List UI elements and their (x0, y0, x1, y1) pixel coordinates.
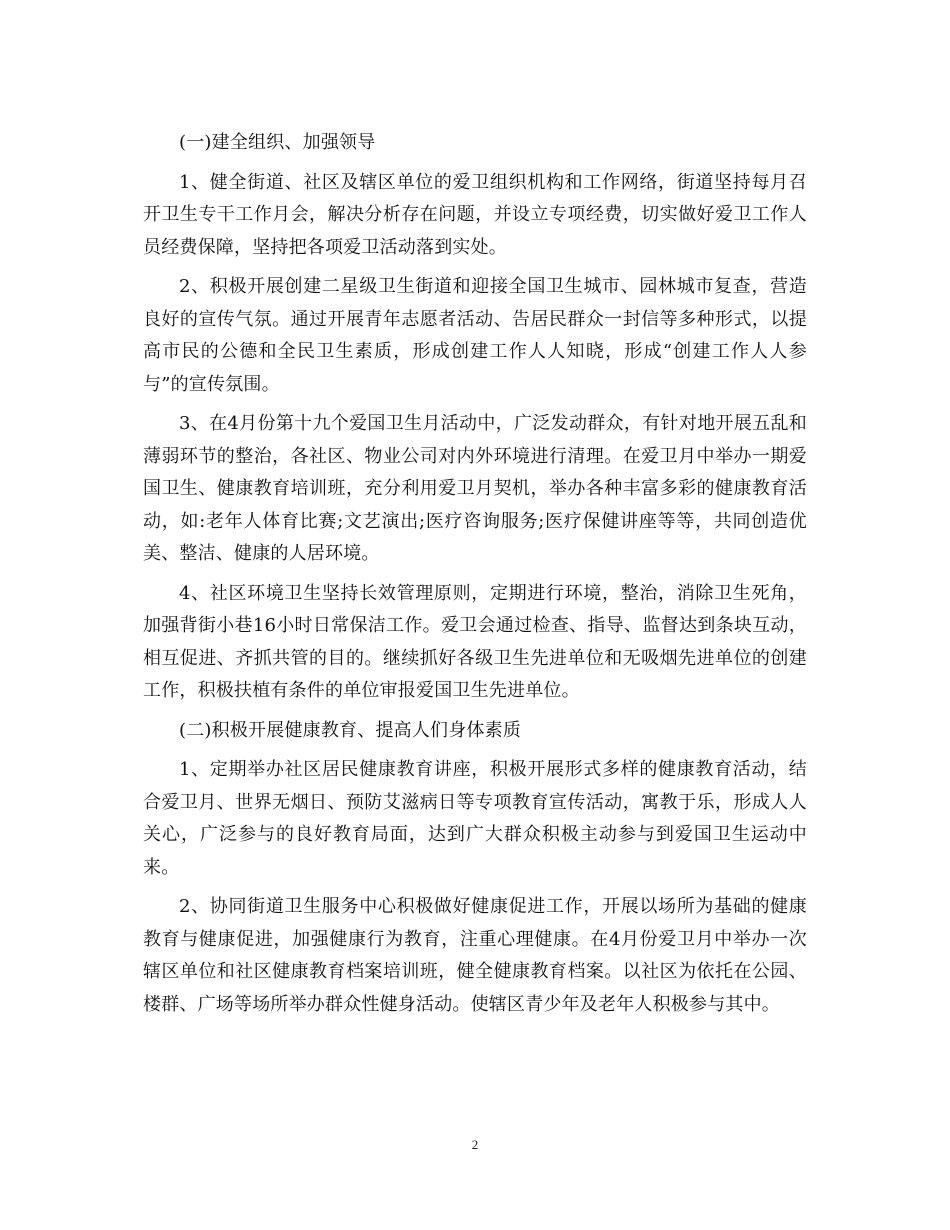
paragraph-2-2: 2、协同街道卫生服务中心积极做好健康促进工作，开展以场所为基础的健康教育与健康促进，加强健康行为教育，注重心理健康。在4月份爱卫月中举办一次辖区单位和社区健康教育档案培训班，健全健康教育档案。以社区为依托在公园、楼群、广场等场所举办群众性健身活动。使辖区青少年及老年人积极参与其中。 (143, 896, 807, 1015)
paragraph-1-3: 3、在4月份第十九个爱国卫生月活动中，广泛发动群众，有针对地开展五乱和薄弱环节的整治，各社区、物业公司对内外环境进行清理。在爱卫月中举办一期爱国卫生、健康教育培训班，充分利用爱卫月契机，举办各种丰富多彩的健康教育活动，如:老年人体育比赛;文艺演出;医疗咨询服务;医疗保健讲座等等，共同创造优美、整洁、健康的人居环境。 (143, 413, 807, 564)
paragraph-1-1: 1、健全街道、社区及辖区单位的爱卫组织机构和工作网络，街道坚持每月召开卫生专干工作月会，解决分析存在问题，并设立专项经费，切实做好爱卫工作人员经费保障，坚持把各项爱卫活动落到实处。 (143, 171, 807, 258)
paragraph-2-1: 1、定期举办社区居民健康教育讲座，积极开展形式多样的健康教育活动，结合爱卫月、世界无烟日、预防艾滋病日等专项教育宣传活动，寓教于乐，形成人人关心，广泛参与的良好教育局面，达到广大群众积极主动参与到爱国卫生运动中来。 (143, 759, 807, 878)
section-heading-1: (一)建全组织、加强领导 (179, 132, 376, 153)
paragraph-1-2: 2、积极开展创建二星级卫生街道和迎接全国卫生城市、园林城市复查，营造良好的宣传气氛。通过开展青年志愿者活动、告居民群众一封信等多种形式，以提高市民的公德和全民卫生素质，形成创建工作人人知晓，形成“创建工作人人参与”的宣传氛围。 (143, 276, 807, 395)
page-number: 2 (471, 1137, 479, 1152)
paragraph-1-4: 4、社区环境卫生坚持长效管理原则，定期进行环境，整治，消除卫生死角，加强背街小巷16小时日常保洁工作。爱卫会通过检查、指导、监督达到条块互动，相互促进、齐抓共管的目的。继续抓好各级卫生先进单位和无吸烟先进单位的创建工作，积极扶植有条件的单位审报爱国卫生先进单位。 (143, 582, 807, 701)
document-body (143, 127, 807, 1028)
section-heading-2: (二)积极开展健康教育、提高人们身体素质 (179, 719, 522, 741)
